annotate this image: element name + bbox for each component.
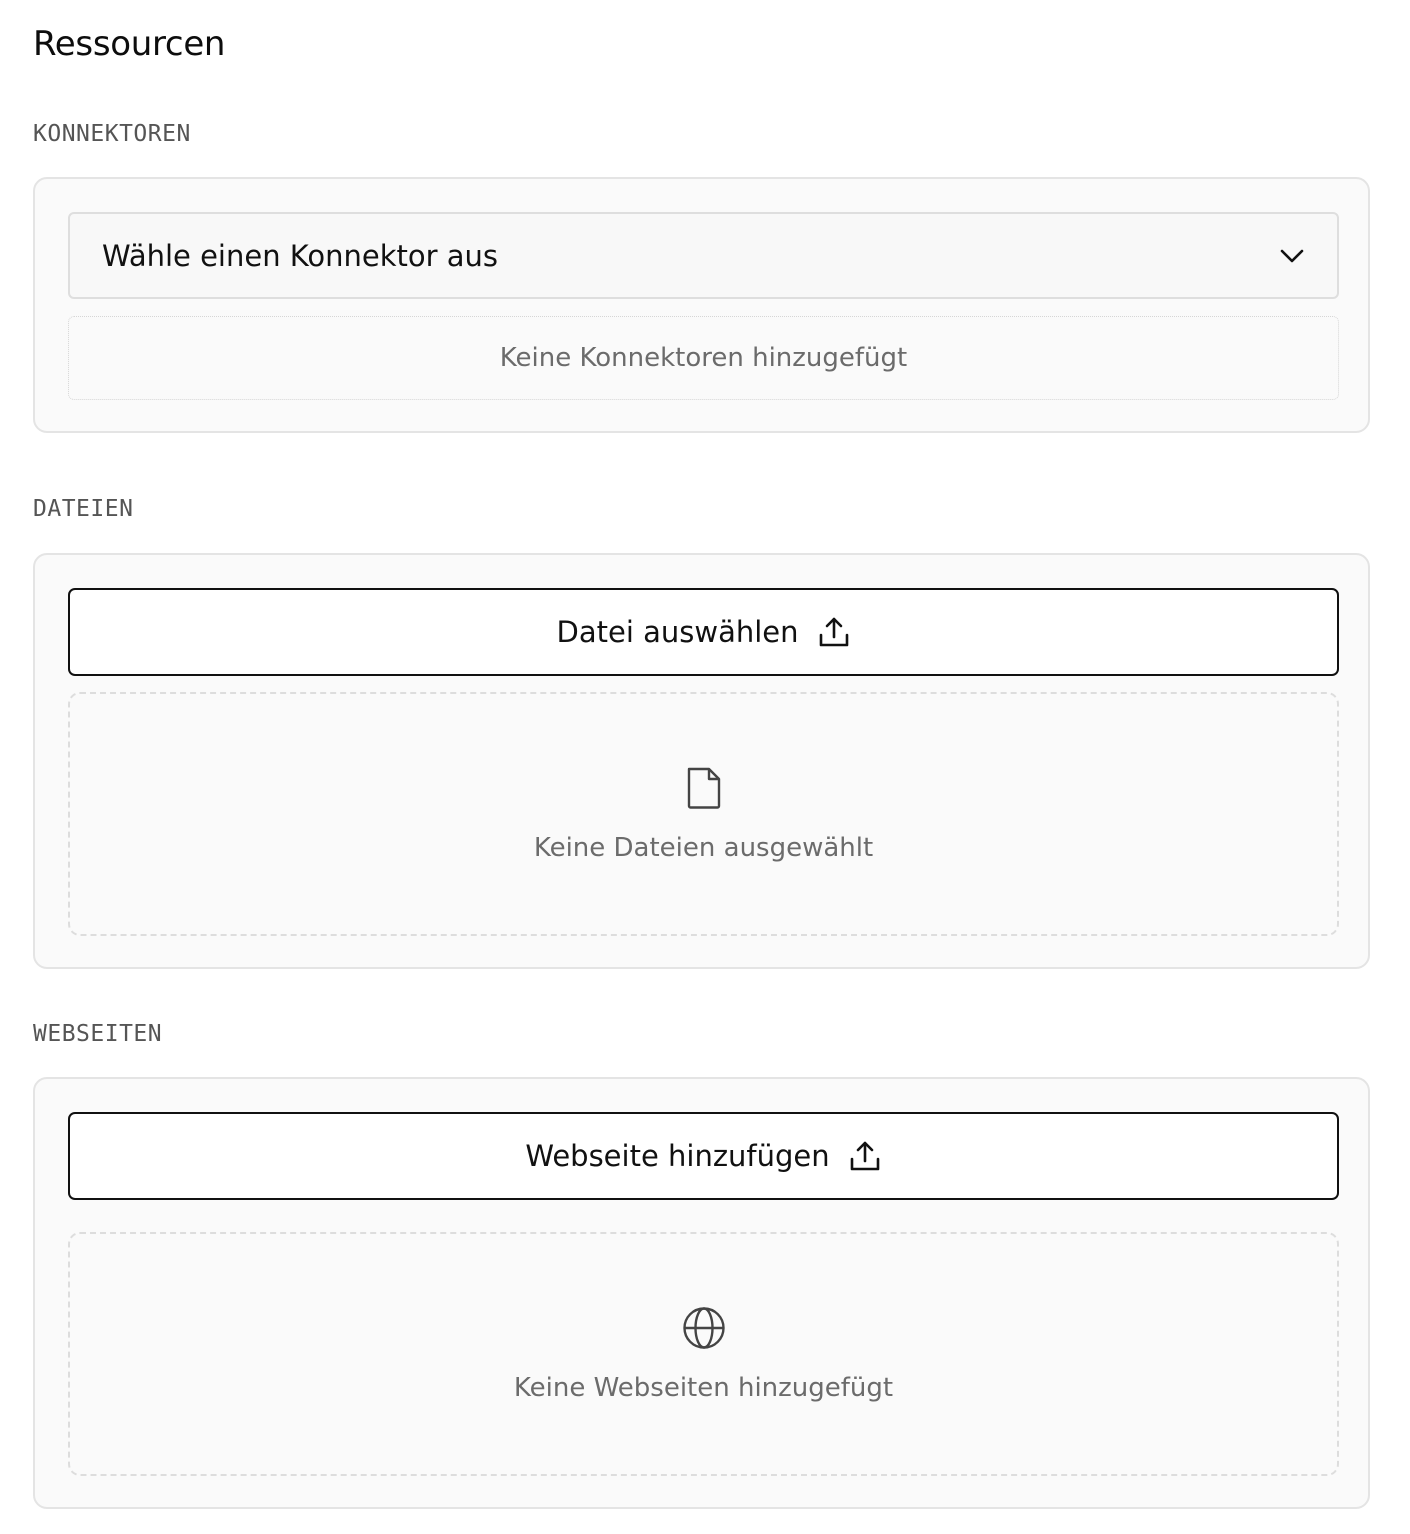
chevron-down-icon (1279, 243, 1305, 269)
files-empty-text: Keine Dateien ausgewählt (533, 833, 874, 863)
page-title: Ressourcen (33, 24, 226, 64)
add-website-button[interactable] (68, 1112, 1339, 1200)
websites-card (33, 1077, 1370, 1509)
connectors-card (33, 177, 1370, 433)
section-label-websites: WEBSEITEN (33, 1021, 163, 1047)
connectors-empty-text: Keine Konnektoren hinzugefügt (499, 343, 908, 373)
file-icon (682, 765, 726, 811)
select-file-button[interactable] (68, 588, 1339, 676)
globe-icon (682, 1305, 726, 1351)
connectors-empty-state (68, 316, 1339, 400)
section-label-connectors: KONNEKTOREN (33, 121, 191, 147)
files-card (33, 553, 1370, 969)
add-website-button-label: Webseite hinzufügen (525, 1139, 830, 1173)
websites-empty-text: Keine Webseiten hinzugefügt (513, 1373, 894, 1403)
upload-icon (848, 1139, 882, 1173)
upload-icon (817, 615, 851, 649)
select-file-button-label: Datei auswählen (556, 615, 799, 649)
section-label-files: DATEIEN (33, 496, 134, 522)
connector-select[interactable] (68, 212, 1339, 299)
files-empty-state (68, 692, 1339, 936)
connector-select-value: Wähle einen Konnektor aus (102, 238, 499, 273)
websites-empty-state (68, 1232, 1339, 1476)
